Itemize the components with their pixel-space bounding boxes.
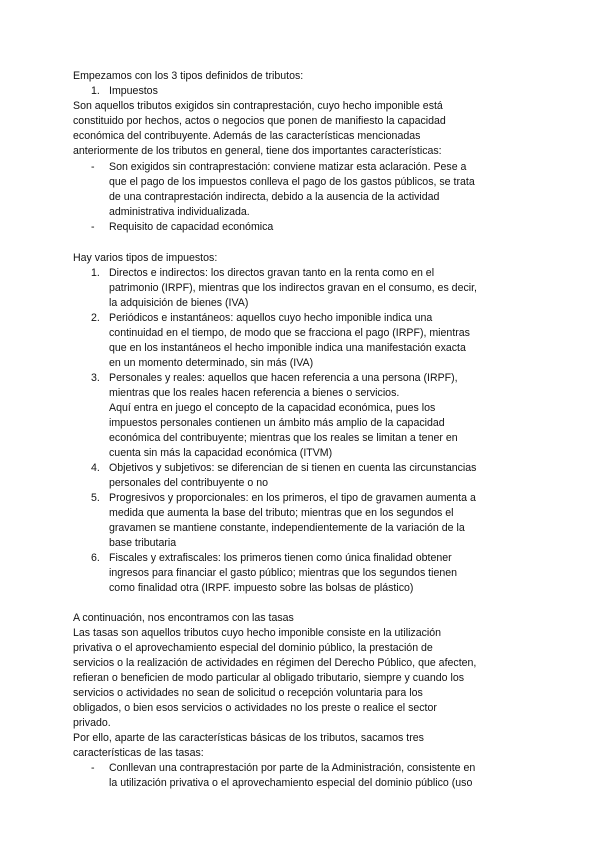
list-line: cuenta sin más la capacidad económica (ITVM) xyxy=(109,447,333,459)
list-line: la adquisición de bienes (IVA) xyxy=(109,297,249,309)
list-line: patrimonio (IRPF), mientras que los indirectos gravan en el consumo, es decir, xyxy=(109,282,478,294)
bullet-line: Conllevan una contraprestación por parte de la Administración, consistente en xyxy=(109,762,476,774)
tasas-line: refieran o beneficien de modo particular al obligado tributario, siempre y cuando los xyxy=(73,672,465,684)
list-line: como finalidad otra (IRPF. impuesto sobre las bolsas de plástico) xyxy=(109,582,414,594)
bullet-line: administrativa individualizada. xyxy=(109,206,250,218)
tasas-line: obligados, o bien esos servicios o actividades no los preste o realice el sector xyxy=(73,702,437,714)
tasas-line: Por ello, aparte de las características básicas de los tributos, sacamos tres xyxy=(73,732,424,744)
list-line: ingresos para financiar el gasto público; mientras que los segundos tienen xyxy=(109,567,458,579)
section1-line: económica del contribuyente. Además de las características mencionadas xyxy=(73,130,421,142)
bullet-line: Son exigidos sin contraprestación: conviene matizar esta aclaración. Pese a xyxy=(109,161,467,173)
list-number: 6. xyxy=(91,552,100,564)
tasas-heading: A continuación, nos encontramos con las tasas xyxy=(73,612,294,624)
bullet-marker: - xyxy=(91,221,95,233)
list-number: 1. xyxy=(91,267,100,279)
tasas-line: servicios o actividades no sean de solicitud o recepción voluntaria para los xyxy=(73,687,423,699)
section1-line: Son aquellos tributos exigidos sin contraprestación, cuyo hecho imponible está xyxy=(73,100,443,112)
intro-line: Empezamos con los 3 tipos definidos de tributos: xyxy=(73,70,304,82)
list-line: gravamen se mantiene constante, independientemente de la variación de la xyxy=(109,522,465,534)
section1-line: constituido por hechos, actos o negocios que ponen de manifiesto la capacidad xyxy=(73,115,446,127)
bullet-marker: - xyxy=(91,161,95,173)
section1-number: 1. xyxy=(91,85,100,97)
bullet-marker: - xyxy=(91,762,95,774)
tasas-line: servicios o la realización de actividades en régimen del Derecho Público, que afecten, xyxy=(73,657,477,669)
list-line: medida que aumenta la base del tributo; mientras que en los segundos el xyxy=(109,507,454,519)
tasas-line: características de las tasas: xyxy=(73,747,204,759)
bullet-line: de una contraprestación indirecta, debido a la ausencia de la actividad xyxy=(109,191,440,203)
bullet-line: que el pago de los impuestos conlleva el pago de los gastos públicos, se trata xyxy=(109,176,475,188)
tasas-line: privado. xyxy=(73,717,111,729)
list-line: Aquí entra en juego el concepto de la capacidad económica, pues los xyxy=(109,402,436,414)
list-line: personales del contribuyente o no xyxy=(109,477,269,489)
tasas-line: privativa o el aprovechamiento especial del dominio público, la prestación de xyxy=(73,642,433,654)
bullet-line: la utilización privativa o el aprovechamiento especial del dominio público (uso xyxy=(109,777,473,789)
section1-line: anteriormente de los tributos en general, tiene dos importantes características: xyxy=(73,145,442,157)
list-line: Periódicos e instantáneos: aquellos cuyo hecho imponible indica una xyxy=(109,312,433,324)
list-line: que en los instantáneos el hecho imponible indica una manifestación exacta xyxy=(109,342,466,354)
list-number: 4. xyxy=(91,462,100,474)
list-line: Fiscales y extrafiscales: los primeros tienen como única finalidad obtener xyxy=(109,552,452,564)
list-number: 2. xyxy=(91,312,100,324)
list-number: 5. xyxy=(91,492,100,504)
types-heading: Hay varios tipos de impuestos: xyxy=(73,252,218,264)
list-number: 3. xyxy=(91,372,100,384)
tasas-line: Las tasas son aquellos tributos cuyo hecho imponible consiste en la utilización xyxy=(73,627,442,639)
bullet-line: Requisito de capacidad económica xyxy=(109,221,274,233)
list-line: Directos e indirectos: los directos gravan tanto en la renta como en el xyxy=(109,267,435,279)
list-line: base tributaria xyxy=(109,537,177,549)
list-line: en un momento determinado, sin más (IVA) xyxy=(109,357,314,369)
list-line: mientras que los reales hacen referencia a bienes o servicios. xyxy=(109,387,400,399)
list-line: impuestos personales contienen un ámbito más amplio de la capacidad xyxy=(109,417,445,429)
list-line: Objetivos y subjetivos: se diferencian de si tienen en cuenta las circunstancias xyxy=(109,462,477,474)
section1-heading: Impuestos xyxy=(109,85,158,97)
list-line: Personales y reales: aquellos que hacen referencia a una persona (IRPF), xyxy=(109,372,458,384)
list-line: económica del contribuyente; mientras que los reales se limitan a tener en xyxy=(109,432,458,444)
list-line: Progresivos y proporcionales: en los primeros, el tipo de gravamen aumenta a xyxy=(109,492,476,504)
list-line: continuidad en el tiempo, de modo que se fracciona el pago (IRPF), mientras xyxy=(109,327,470,339)
